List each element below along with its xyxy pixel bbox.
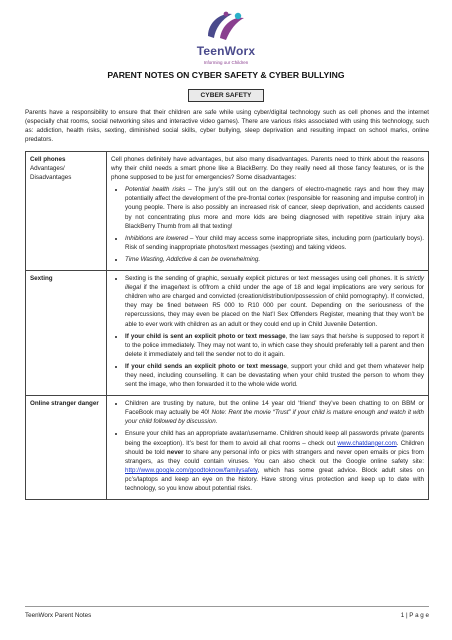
list-item-text: to share any personal info or pics with strangers and never open emails or pics from strangers, as they could contain viruses. You can also check out the Google online safety site: [125,448,425,465]
list-item-text: Ensure your child has an appropriate avatar/username. Children should keep all passwords private (parents being the exception). It’s best for them to avoid all chat rooms – check out [125,430,424,447]
page-title: PARENT NOTES ON CYBER SAFETY & CYBER BULLYING [107,70,345,80]
list-item-italic: Note: Rent the movie “Trust” if your child is mature enough and watch it with your child followed by discussion. [125,409,425,426]
row-label-title: Sexting [30,275,53,283]
list-item [125,399,424,426]
list-item-italic: Time Wasting, Addictive & can be overwhelming. [125,255,261,263]
list-item [125,274,424,329]
list-item-bold: If your child sends an explicit photo or text message [125,362,287,370]
list-item-bold: If your child is sent an explicit photo or text message [125,332,286,340]
footer-page-number [360,612,429,619]
list-item-text: , the law says that he/she is supposed to report it to the police immediately. They may not want to, in which case they should preferably tell a parent and then delete it immediately and tell the sender not to do it again. [125,332,424,358]
footer-divider [25,606,429,607]
list-item-text: – The jury’s still out on the dangers of electro-magnetic rays and how they may potentially affect the development of the pre-frontal cortex (responsible for reasoning and impulse control) in young people. There is also possibly an increased risk of cancer, sleep deprivation, and accidents caused by not concentrating plus more and more kids are being diagnosed with repetitive strain injury aka BlackBerry Thumb from all that texting! [125,186,425,230]
cell-phones-list [111,185,424,264]
list-item [125,429,424,493]
list-item [125,332,424,359]
table-row-online-stranger-danger [26,396,429,500]
row-label [26,396,107,500]
list-item-text: if the image/text is of/from a child under the age of 18 and legal implications are very serious for children who are charged and convicted (creation/distribution/possession of child pornography). If convicted, they may be fined between R5 000 to R10 000 per count. Depending on the seriousness of the repercussions, they may even be placed on the Nat’l Sex Offenders Register, meaning that they won’t be able to ever work with children as an adult or they could end up in Child Juvenile Detention. [125,284,424,328]
list-item-text: Sexting is the sending of graphic, sexually explicit pictures or text messages using cell phones. It is [125,275,407,283]
google-familysafety-link[interactable]: http://www.google.com/goodtoknow/familysafety [125,466,258,474]
page-word: | P a g e [404,612,429,619]
online-list [111,399,424,493]
row-label [26,271,107,396]
row-label [26,152,107,271]
intro-paragraph: Parents have a responsibility to ensure that their children are safe while using cyber/digital technology such as cell phones and the internet (especially chat rooms, social networking sites and interactive video games). There are various risks associated with using this technology, such as: addiction, health risks, sexting, diminished social skills, cyber bullying, sleep deprivation and resulting impact on school marks, online predators. [25,109,429,144]
table-row-cell-phones [26,152,429,271]
list-item-italic: strictly illegal [125,275,424,292]
teenworx-logo-icon [202,10,250,44]
row-content [107,152,429,271]
list-item [125,255,424,264]
chatdanger-link[interactable]: www.chatdanger.com [337,439,397,447]
teenworx-logo [188,10,264,72]
list-item-text: . Children should be told [125,439,425,456]
list-item-text: , which has some great advice. Block adult sites on pc’s/laptops and keep an eye on the history. Have strong virus protection and keep up to date with technology, so you know about potential risks. [125,466,424,492]
page-number: 1 [400,612,405,619]
row-content [107,271,429,396]
list-item-italic: Potential health risks [125,186,186,194]
list-item-text: , support your child and get them whatever help they need, including counselling. It can be devastating when your child trusted the person to whom they sent the image, who then forwarded it to the whole wide world. [125,362,424,389]
logo-name: TeenWorx [196,44,256,58]
row-label-title: Cell phones [30,156,66,163]
list-item [125,362,424,389]
footer-title: TeenWorx Parent Notes [25,612,92,619]
table-row-sexting [26,271,429,396]
row-label-title: Online stranger danger [30,400,99,408]
section-heading: CYBER SAFETY [188,89,264,102]
list-item [125,185,424,230]
list-item [125,234,424,252]
row-label-subtitle: Advantages/ Disadvantages [30,165,72,182]
row-content [107,396,429,500]
list-item-text: Children are trusting by nature, but the online 14 year old ‘friend’ they’ve been chatting to on BBM or FaceBook may actually be 40! [125,400,424,417]
notes-table [25,151,429,500]
sexting-list [111,274,424,389]
logo-tagline: Informing our Children [203,60,249,65]
list-item-italic: Inhibitions are lowered [125,234,188,242]
list-item-bold: never [166,448,184,456]
cell-phones-lead: Cell phones definitely have advantages, but also many disadvantages. Parents need to think about the reasons why their child needs a smart phone like a BlackBerry. Do they really need all those fancy features, or is the phone supposed to be just for emergencies? Some disadvantages: [111,156,424,182]
list-item-text: – Your child may access some inappropriate sites, including porn (particularly boys). Risk of sending inappropriate photos/text messages (sexting) and taking videos. [125,234,424,251]
